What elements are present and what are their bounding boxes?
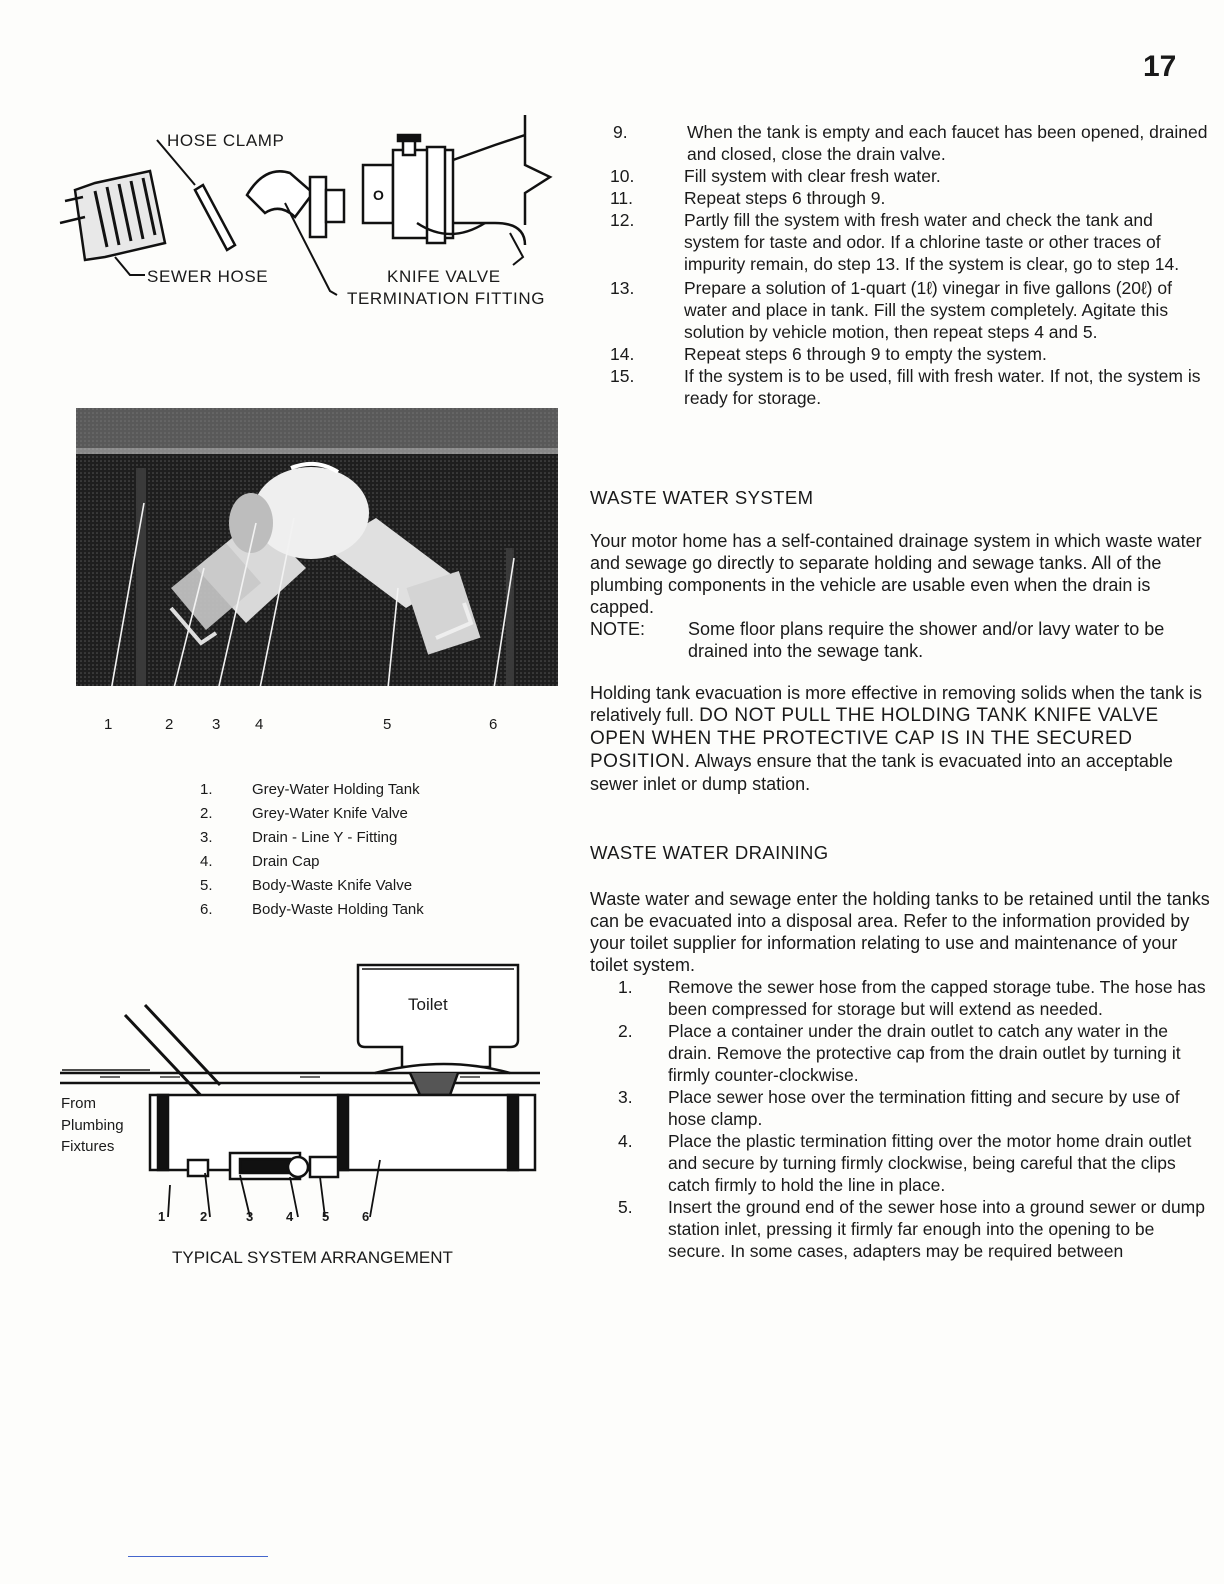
legend-text: Body-Waste Holding Tank [252, 900, 424, 918]
photo-callout-numbers [0, 716, 560, 740]
note-block [590, 618, 1210, 662]
drainage-system-photo [76, 408, 558, 686]
note-text: Some floor plans require the shower and/or lavy water to be drained into the sewage tank. [688, 619, 1165, 661]
knife-valve-label: KNIFE VALVE [387, 267, 501, 286]
waste-water-draining-paragraph: Waste water and sewage enter the holding tanks to be retained until the tanks can be evacuated into a disposal area. Refer to the information provided by your toilet supplier for information relating to use and maintenance of your toilet system. [590, 889, 1210, 975]
step-number: 3. [618, 1087, 633, 1107]
termination-fitting-label: TERMINATION FITTING [347, 289, 546, 308]
step-item [618, 1020, 1210, 1086]
step-text: Place sewer hose over the termination fitting and secure by use of hose clamp. [668, 1087, 1180, 1129]
sewer-hose-parts-figure [55, 105, 595, 320]
fixtures-label: Fixtures [61, 1138, 115, 1155]
legend-text: Grey-Water Holding Tank [252, 780, 420, 798]
step-number: 12. [610, 210, 635, 230]
evacuation-text: Holding tank evacuation is more effective in removing solids when the tank is relatively full. [590, 683, 1202, 725]
step-number: 5. [618, 1197, 633, 1217]
step-item [618, 1130, 1210, 1196]
photo-callout-5: 5 [383, 716, 392, 733]
typical-system-arrangement-figure [40, 955, 560, 1275]
waste-water-draining-section [590, 842, 1210, 1262]
step-number: 15. [610, 366, 635, 386]
waste-water-system-heading: WASTE WATER SYSTEM [590, 487, 814, 508]
photo-callout-3: 3 [212, 716, 221, 733]
step-item [610, 121, 1210, 165]
note-label: NOTE: [590, 619, 646, 639]
system-figure-caption: TYPICAL SYSTEM ARRANGEMENT [172, 1248, 453, 1267]
step-text: Place a container under the drain outlet to catch any water in the drain. Remove the protective cap from the drain outlet by turning it firmly counter-clockwise. [668, 1021, 1181, 1085]
evacuation-paragraph [590, 682, 1210, 795]
step-text: Fill system with clear fresh water. [684, 166, 941, 186]
legend-number: 2. [200, 804, 213, 822]
photo-callout-4: 4 [255, 716, 264, 733]
legend-item [200, 801, 520, 825]
step-number: 4. [618, 1131, 633, 1151]
evacuation-text-end: Always ensure that the tank is evacuated into an acceptable sewer inlet or dump station. [590, 751, 1173, 794]
svg-text:O: O [373, 187, 384, 203]
legend-item [200, 897, 520, 921]
step-item [610, 187, 1210, 209]
legend-item [200, 777, 520, 801]
step-text: When the tank is empty and each faucet has been opened, drained and closed, close the drain valve. [687, 122, 1208, 164]
sewer-hose-label: SEWER HOSE [147, 267, 269, 286]
draining-steps-list [618, 976, 1210, 1262]
step-item [610, 277, 1210, 343]
legend-number: 5. [200, 876, 213, 894]
system-callout-2: 2 [200, 1209, 208, 1224]
step-item [618, 1196, 1210, 1262]
photo-legend [200, 777, 520, 921]
step-number: 1. [618, 977, 633, 997]
waste-water-draining-heading: WASTE WATER DRAINING [590, 842, 829, 863]
step-text: If the system is to be used, fill with fresh water. If not, the system is ready for storage. [684, 366, 1201, 408]
step-item [618, 976, 1210, 1020]
legend-text: Drain - Line Y - Fitting [252, 828, 398, 846]
step-text: Insert the ground end of the sewer hose into a ground sewer or dump station inlet, pressing it firmly far enough into the opening to be secure. In some cases, adapters may be required between [668, 1197, 1205, 1261]
step-number: 10. [610, 166, 635, 186]
step-text: Repeat steps 6 through 9 to empty the system. [684, 344, 1047, 364]
system-callout-5: 5 [322, 1209, 330, 1224]
step-number: 14. [610, 344, 635, 364]
step-text: Remove the sewer hose from the capped storage tube. The hose has been compressed for storage but will extend as needed. [668, 977, 1206, 1019]
system-callout-3: 3 [246, 1209, 254, 1224]
legend-text: Grey-Water Knife Valve [252, 804, 408, 822]
legend-number: 4. [200, 852, 213, 870]
step-number: 9. [613, 122, 628, 142]
photo-image [76, 408, 558, 686]
system-arrangement-drawing [40, 955, 560, 1275]
plumbing-label: Plumbing [61, 1117, 124, 1134]
system-callout-6: 6 [362, 1209, 370, 1224]
step-text: Place the plastic termination fitting over the motor home drain outlet and secure by turning firmly clockwise, being careful that the clips catch firmly to hold the line in place. [668, 1131, 1192, 1195]
page-number: 17 [1143, 50, 1177, 83]
waste-water-system-paragraph: Your motor home has a self-contained drainage system in which waste water and sewage go directly to separate holding and sewage tanks. All of the plumbing components in the vehicle are usable even when the drain is capped. [590, 531, 1202, 617]
step-text: Repeat steps 6 through 9. [684, 188, 886, 208]
step-item [610, 165, 1210, 187]
from-label: From [61, 1095, 96, 1112]
legend-number: 1. [200, 780, 213, 798]
step-item [610, 343, 1210, 365]
sewer-hose-parts-drawing [55, 105, 595, 320]
legend-number: 6. [200, 900, 213, 918]
step-text: Partly fill the system with fresh water and check the tank and system for taste and odor. If a chlorine taste or other traces of impurity remain, do step 13. If the system is clear, go to step 14. [684, 210, 1180, 274]
legend-number: 3. [200, 828, 213, 846]
hose-clamp-label: HOSE CLAMP [167, 131, 285, 150]
legend-text: Body-Waste Knife Valve [252, 876, 413, 894]
step-number: 2. [618, 1021, 633, 1041]
cleaning-steps-list [610, 121, 1210, 409]
waste-water-system-section [590, 487, 1210, 795]
photo-callout-2: 2 [165, 716, 174, 733]
legend-item [200, 873, 520, 897]
evacuation-warning: DO NOT PULL THE HOLDING TANK KNIFE VALVE OPEN WHEN THE PROTECTIVE CAP IS IN THE SECURED POSITION. [590, 705, 1159, 772]
toilet-label: Toilet [408, 995, 448, 1014]
legend-item [200, 849, 520, 873]
step-item [610, 209, 1210, 275]
legend-item [200, 825, 520, 849]
step-number: 13. [610, 278, 635, 298]
bottom-rule [128, 1556, 268, 1557]
step-number: 11. [610, 188, 634, 208]
system-callout-4: 4 [286, 1209, 294, 1224]
photo-callout-1: 1 [104, 716, 113, 733]
step-item [618, 1086, 1210, 1130]
photo-callout-6: 6 [489, 716, 498, 733]
step-text: Prepare a solution of 1-quart (1ℓ) vinegar in five gallons (20ℓ) of water and place in tank. Fill the system completely. Agitate this solution by vehicle motion, then repeat steps 4 and 5. [684, 278, 1172, 342]
legend-text: Drain Cap [252, 852, 320, 870]
step-item [610, 365, 1210, 409]
system-callout-1: 1 [158, 1209, 166, 1224]
